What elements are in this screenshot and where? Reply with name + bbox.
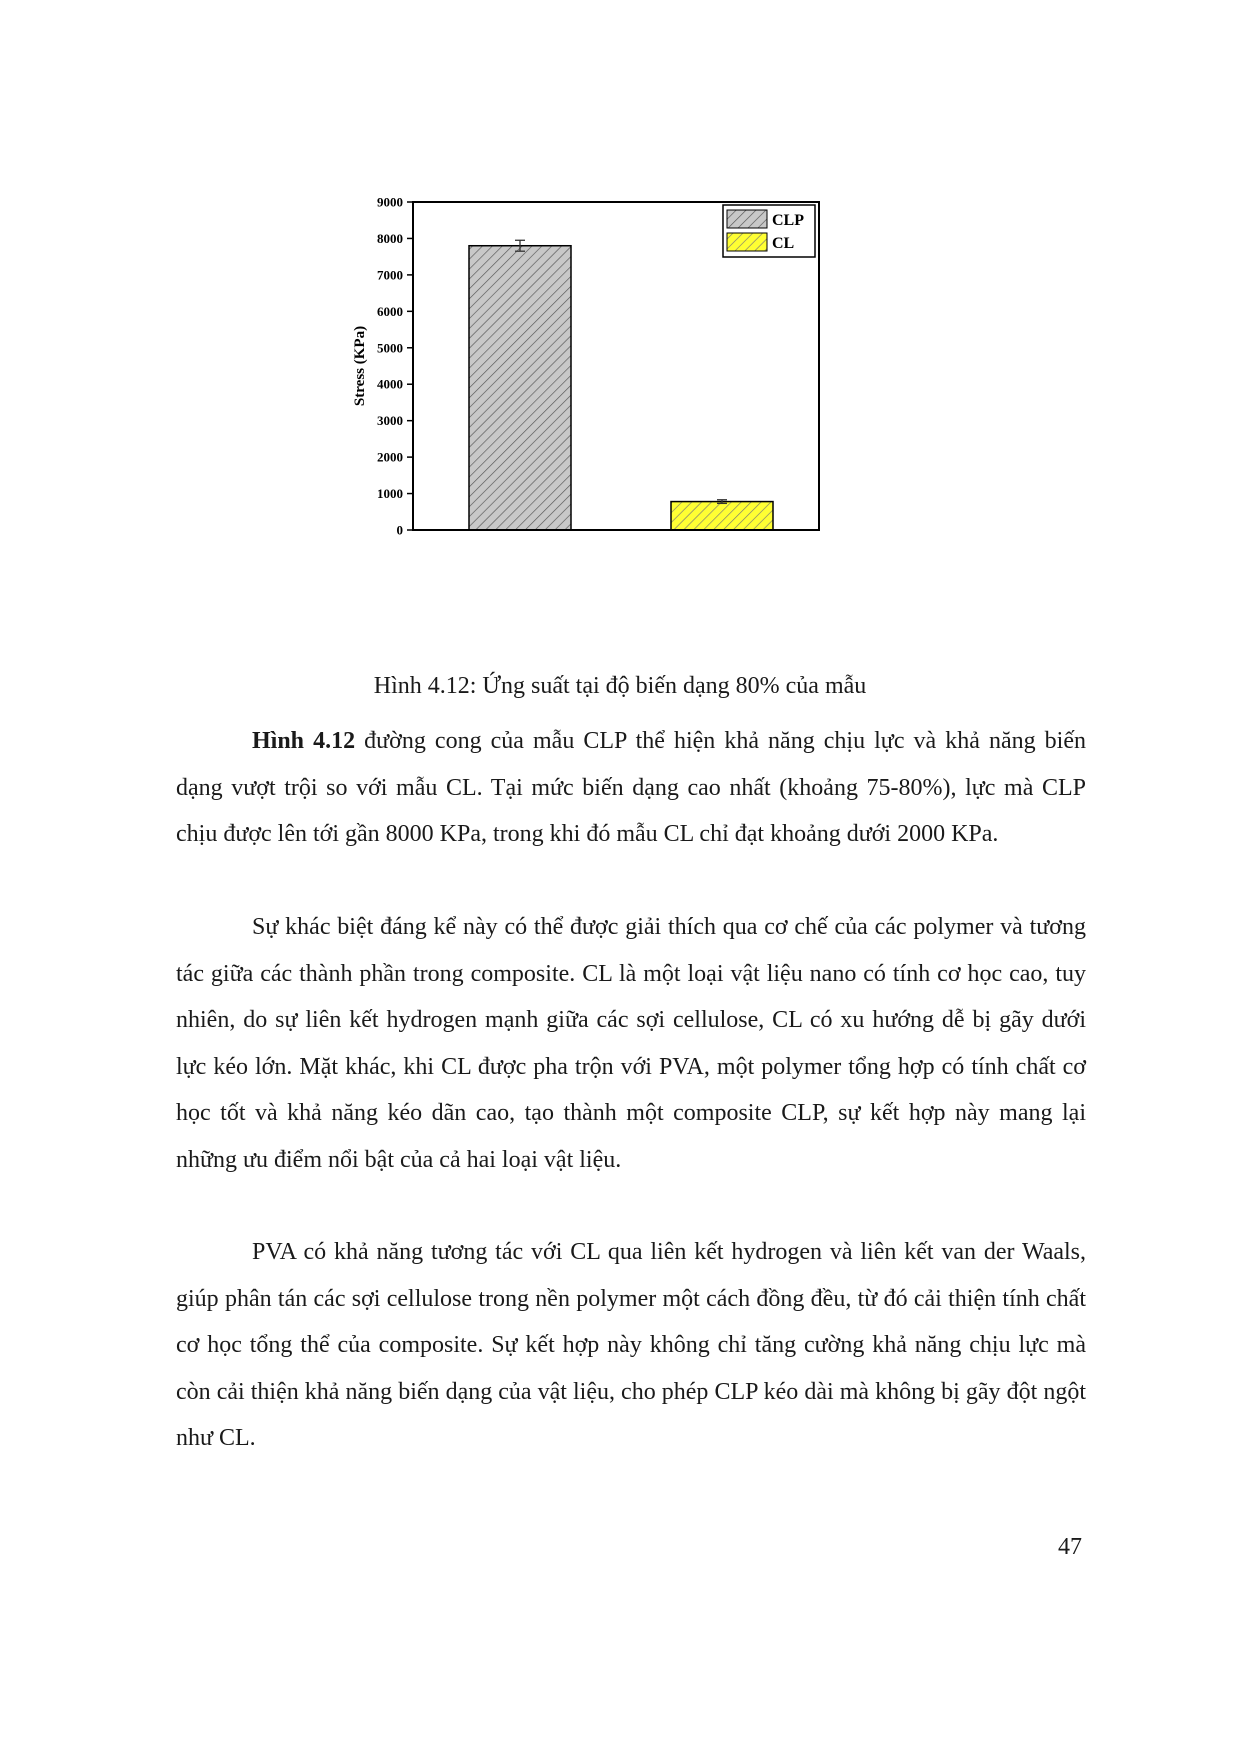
legend: [723, 205, 815, 257]
figure-reference: Hình 4.12: [252, 728, 356, 754]
bar-cl: [671, 502, 773, 530]
y-tick-label: 1000: [377, 486, 403, 502]
legend-label-cl: CL: [772, 235, 795, 252]
y-tick-label: 3000: [377, 413, 403, 429]
stress-bar-chart: [340, 190, 900, 590]
chart-svg: [340, 190, 900, 590]
y-tick-label: 8000: [377, 230, 403, 246]
y-tick-label: 4000: [377, 376, 403, 392]
y-tick-label: 0: [396, 522, 403, 538]
bar-clp: [469, 246, 571, 530]
paragraph-2: [176, 904, 1086, 1183]
paragraph-3: [176, 1229, 1086, 1462]
legend-label-clp: CLP: [772, 212, 804, 229]
legend-swatch-cl: [727, 233, 767, 251]
y-tick-label: 2000: [377, 449, 403, 465]
y-tick-label: 7000: [377, 267, 403, 283]
paragraph-3-text: PVA có khả năng tương tác với CL qua liên kết hydrogen và liên kết van der Waals, giúp phân tán các sợi cellulose trong nền polymer một cách đồng đều, từ đó cải thiện tính chất cơ học tổng thể của composite. Sự kết hợp này không chỉ tăng cường khả năng chịu lực mà còn cải thiện khả năng biến dạng của vật liệu, cho phép CLP kéo dài mà không bị gãy đột ngột như CL.: [176, 1239, 1086, 1451]
figure-caption: Hình 4.12: Ứng suất tại độ biến dạng 80% của mẫu: [373, 673, 867, 699]
paragraph-2-text: Sự khác biệt đáng kể này có thể được giải thích qua cơ chế của các polymer và tương tác giữa các thành phần trong composite. CL là một loại vật liệu nano có tính cơ học cao, tuy nhiên, do sự liên kết hydrogen mạnh giữa các sợi cellulose, CL có xu hướng dễ bị gãy dưới lực kéo lớn. Mặt khác, khi CL được pha trộn với PVA, một polymer tổng hợp có tính chất cơ học tốt và khả năng kéo dãn cao, tạo thành một composite CLP, sự kết hợp này mang lại những ưu điểm nổi bật của cả hai loại vật liệu.: [176, 914, 1086, 1173]
y-axis-label: Stress (KPa): [352, 325, 368, 407]
y-tick-label: 6000: [377, 303, 403, 319]
page-number: 47: [1058, 1534, 1082, 1560]
y-tick-label: 9000: [377, 194, 403, 210]
paragraph-1: [176, 718, 1086, 858]
y-axis-ticks: [377, 195, 413, 538]
y-tick-label: 5000: [377, 340, 403, 356]
paragraph-1-text: đường cong của mẫu CLP thể hiện khả năng chịu lực và khả năng biến dạng vượt trội so với mẫu CL. Tại mức biến dạng cao nhất (khoảng 75-80%), lực mà CLP chịu được lên tới gần 8000 KPa, trong khi đó mẫu CL chỉ đạt khoảng dưới 2000 KPa.: [176, 728, 1086, 847]
legend-swatch-clp: [727, 210, 767, 228]
bars: [469, 240, 773, 530]
